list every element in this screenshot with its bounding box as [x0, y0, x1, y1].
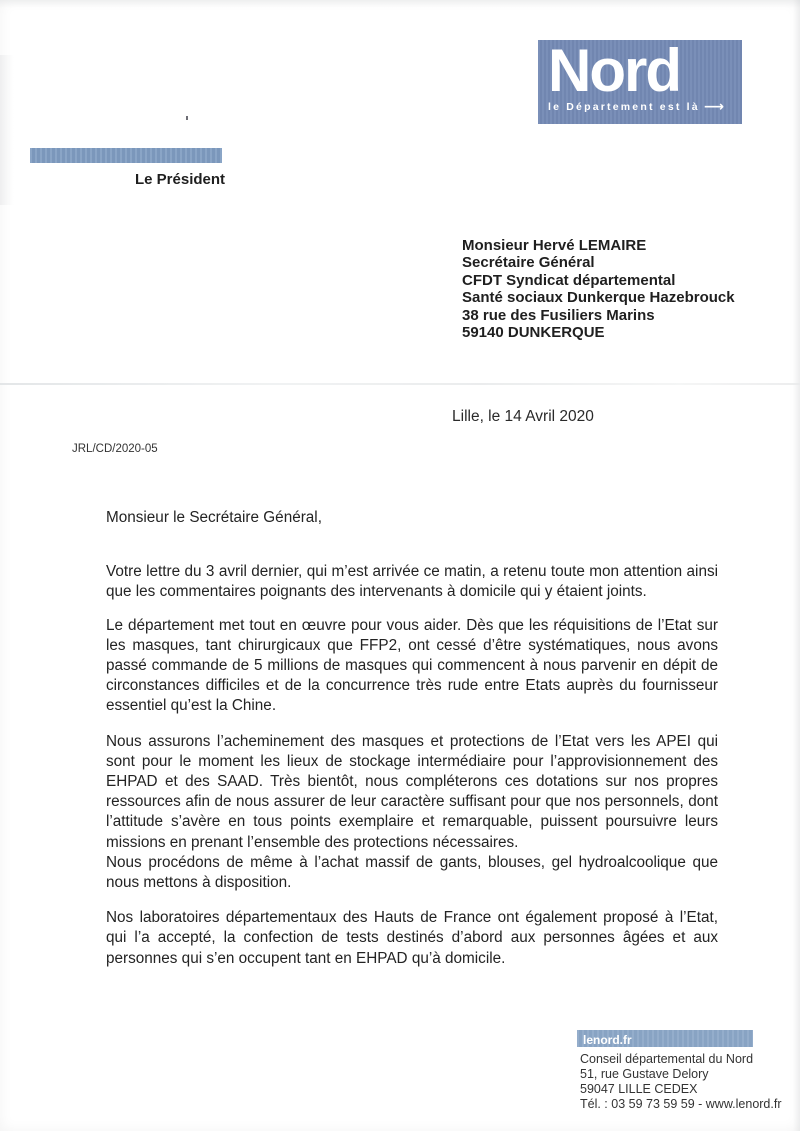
- recipient-address-block: [462, 237, 735, 341]
- nord-department-logo: [538, 37, 742, 124]
- salutation: Monsieur le Secrétaire Général,: [106, 509, 322, 526]
- paper-fold-line: [0, 383, 800, 385]
- sender-title: Le Président: [135, 171, 226, 188]
- paragraph: Nous assurons l’acheminement des masques et protections de l’Etat vers les APEI qui sont pour le moment les lieux de stockage intermédiaire pour l’approvisionnement des EHPAD et des SAAD. Très bientôt, nous compléterons ces dotations sur nos propres ressources afin de nous assurer de leur caractère suffisant pour que nos personnels, dont l’attitude s’avère en tous points exemplaire et remarquable, puissent poursuivre leurs missions en prenant l’ensemble des protections nécessaires.: [106, 732, 718, 851]
- recipient-line: 59140 DUNKERQUE: [462, 324, 605, 342]
- footer-address-line: Conseil départemental du Nord: [580, 1052, 754, 1066]
- recipient-line: CFDT Syndicat départemental: [462, 271, 676, 289]
- footer-site-bar: [577, 1030, 753, 1047]
- scan-speck: [186, 116, 188, 120]
- paragraph: Nous procédons de même à l’achat massif de gants, blouses, gel hydroalcoolique que nous mettons à disposition.: [106, 853, 718, 892]
- dateline: Lille, le 14 Avril 2020: [452, 408, 594, 425]
- logo-tagline-row: [548, 98, 732, 114]
- footer-address-line: Tél. : 03 59 73 59 59 - www.lenord.fr: [580, 1097, 782, 1111]
- arrow-right-icon: ⟶: [703, 98, 724, 114]
- recipient-line: Santé sociaux Dunkerque Hazebrouck: [462, 289, 735, 307]
- scan-edge-shade-top: [0, 0, 800, 8]
- footer-address-block: [580, 1052, 782, 1112]
- scan-edge-shade-right: [793, 0, 800, 1131]
- letter-body: [106, 508, 718, 969]
- letterhead-accent-bar: [30, 148, 222, 163]
- scan-edge-smudge-left: [0, 55, 14, 205]
- logo-tagline: le Département est là: [548, 101, 700, 113]
- reference-number: JRL/CD/2020-05: [72, 443, 158, 455]
- recipient-line: 38 rue des Fusiliers Marins: [462, 306, 655, 324]
- recipient-line: Secrétaire Général: [462, 254, 595, 272]
- footer-address-line: 51, rue Gustave Delory: [580, 1067, 709, 1081]
- paragraph: Votre lettre du 3 avril dernier, qui m’est arrivée ce matin, a retenu toute mon attention ainsi que les commentaires poignants des intervenants à domicile qui y étaient joints.: [106, 563, 718, 601]
- recipient-line: Monsieur Hervé LEMAIRE: [462, 237, 647, 254]
- logo-wordmark: Nord: [548, 37, 680, 104]
- footer-site-label: lenord.fr: [583, 1033, 632, 1047]
- paragraph: Le département met tout en œuvre pour vous aider. Dès que les réquisitions de l’Etat sur les masques, tant chirurgicaux que FFP2, ont cessé d’être systématiques, nous avons passé commande de 5 millions de masques qui commencent à nous parvenir en dépit de circonstances difficiles et de la concurrence très rude entre Etats auprès du fournisseur essentiel qu’est la Chine.: [106, 616, 718, 715]
- footer-address-line: 59047 LILLE CEDEX: [580, 1082, 698, 1096]
- paragraph: Nos laboratoires départementaux des Hauts de France ont également proposé à l’Etat, qui l’a accepté, la confection de tests destinés d’abord aux personnes âgées et aux personnes qui s’en occupent tant en EHPAD qu’à domicile.: [106, 909, 718, 967]
